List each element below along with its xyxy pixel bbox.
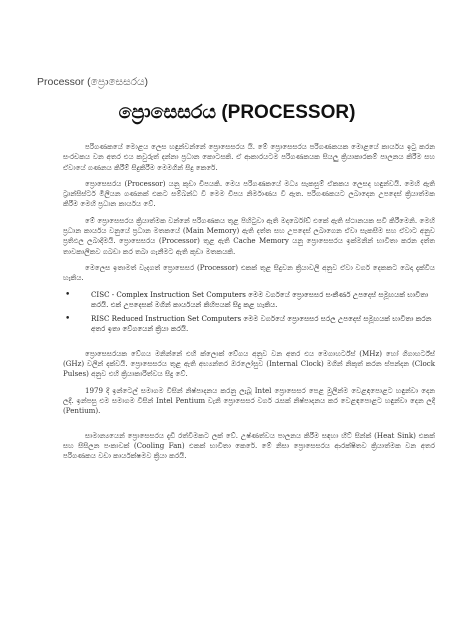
document-body <box>63 142 435 467</box>
list-item-cisc <box>63 290 435 311</box>
bullet-icon: • <box>65 314 71 325</box>
page-kicker: Processor (ප්‍රොසෙසරය) <box>37 76 149 88</box>
list-item-text: CISC - Complex Instruction Set Computers මෙම වර්ගයේ ප්‍රොසෙසර සංකීර්ණ උපදෙස් සමූහයක් භාවිතා කරයි. එක් උපදෙසක් මගින් කාර්යයන් කිහිපයක් සිදු කළ හැකිය. <box>91 289 429 309</box>
paragraph-clock: ප්‍රොසෙසරයක වේගය මනින්නේ එහි ක්ලොක් වේගය අනුව වන අතර එය මෙගාහර්ට්ස් (MHz) හෝ ගිගාහර්ට්ස් (GHz) වලින් දක්වයි. ප්‍රොසෙසරය තුළ ඇති අභ්‍යන්තර ඔරලෝසුව (Internal Clock) මගින් නිකුත් කරන ස්පන්දන (Clock Pulses) අනුව එහි ක්‍රියාකාරිත්වය සිදු වේ. <box>63 348 435 379</box>
page-title: ප්‍රොසෙසරය (PROCESSOR) <box>118 102 356 123</box>
paragraph-history: 1979 දී ඉන්ටෙල් සමාගම විසින් නිෂ්පාදනය කරනු ලැබූ Intel ප්‍රොසෙසර පෙළ මුලින්ම වෙළඳපොළට හඳුන්වා දෙන ලදී. ඉන්පසු එම සමාගම විසින් Intel Pentium වැනි ප්‍රොසෙසර වර්ග රැසක් නිෂ්පාදනය කර වෙළඳපොළට හඳුන්වා දෙන ලදී (Pentium). <box>63 385 435 416</box>
paragraph-definition: ප්‍රොසෙසරය (Processor) යනු කුඩා චිපයකි. මෙය පරිගණකයේ මධ්‍ය සැකසුම් ඒකකය ලෙසද හඳුන්වයි. මෙහි ඇති ට්‍රාන්සිස්ටර් මිලියන ගණනක් එකට සම්බන්ධ වී මෙම චිපය නිර්මාණය වී ඇත. පරිගණකයට ලබාදෙන උපදෙස් ක්‍රියාත්මක කිරීම මෙහි ප්‍රධාන කාර්යය වේ. <box>63 178 435 209</box>
list-item-text: RISC Reduced Instruction Set Computers මෙම වර්ගයේ ප්‍රොසෙසර සරල උපදෙස් සමූහයක් භාවිතා කරන අතර ඉතා වේගයෙන් ක්‍රියා කරයි. <box>91 314 432 334</box>
paragraph-types-intro: මෙලෙස ඉතාමත් වැදගත් ප්‍රොසෙසර (Processor) එකක් තුළ සිදුවන ක්‍රියාවලි අනුව ඒවා වර්ග දෙකකට බෙදා දැක්විය හැකිය. <box>63 262 435 283</box>
processor-types-list <box>63 290 435 335</box>
paragraph-intro: පරිගණකයේ මොළය ලෙස හඳුන්වන්නේ ප්‍රොසෙසරය යි. මේ ප්‍රොසෙසරය පරිගණකයක මොළයේ කාර්යය ඉටු කරන සංරචකය වන අතර එය කවුරුත් දන්නා ප්‍රධාන කොටසකි. ඒ ආකාරයටම පරිගණකයක සියලු ක්‍රියාකාරකම් පාලනය කිරීම සහ ඒවායේ ගණනය කිරීම් සිදුකිරීම මෙමගින් සිදු කෙරේ. <box>63 142 435 172</box>
bullet-icon: • <box>65 289 71 300</box>
paragraph-function: මේ ප්‍රොසෙසරය ක්‍රියාත්මක වන්නේ පරිගණකය තුළ පිහිටුවා ඇති මදර්බෝඩ් එකේ ඇති ස්ථානයක සවි කිරීමෙනි. මෙහි ප්‍රධාන කාර්යය වනුයේ ප්‍රධාන මතකයේ (Main Memory) ඇති දත්ත සහ උපදෙස් ලබාගෙන ඒවා සැකසීම සහ ඒවාට අනුව ප්‍රතිඵල ලබාදීමයි. ප්‍රොසෙසරය (Processor) තුළ ඇති Cache Memory යනු ප්‍රොසෙසරය ඉක්මනින් භාවිතා කරන දත්ත තාවකාලිකව ගබඩා කර තබා ගැනීමට ඇති කුඩා මතකයකි. <box>63 215 435 256</box>
list-item-risc <box>63 314 435 335</box>
paragraph-cooling: සාමාන්‍යයෙන් ප්‍රොසෙසරය දැඩි රත්වීමකට ලක් වේ. උෂ්ණත්වය පාලනය කිරීම සඳහා හීට් සින්ක් (Heat Sink) එකක් සහ සිසිලන පංකාවක් (Cooling Fan) එකක් භාවිතා කෙරේ. මේ නිසා ප්‍රොසෙසරය ආරක්ෂිතව ක්‍රියාත්මක වන අතර පරිගණකය වඩා කාර්යක්ෂමව ක්‍රියා කරයි. <box>63 430 435 461</box>
